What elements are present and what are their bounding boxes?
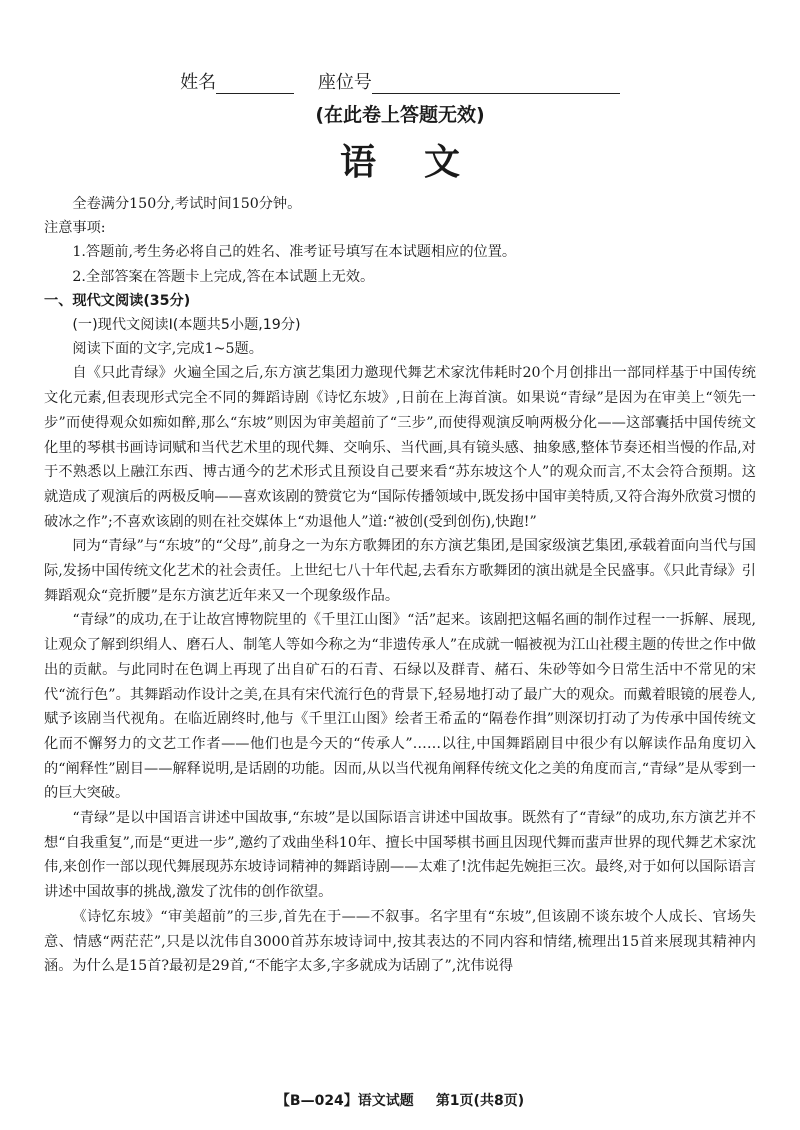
seat-label: 座位号 <box>317 72 372 93</box>
exam-body <box>44 192 756 979</box>
instruction: 阅读下面的文字,完成1~5题。 <box>72 341 263 358</box>
page-title: 语文 <box>339 141 508 183</box>
note-item: 2.全部答案在答题卡上完成,答在本试题上无效。 <box>72 268 375 285</box>
subsection-heading: (一)现代文阅读Ⅰ(本题共5小题,19分) <box>72 317 301 334</box>
paper-code: 【B—024】语文试题 <box>275 1093 414 1109</box>
page-number: 第1页(共8页) <box>435 1093 525 1109</box>
section-heading: 一、现代文阅读(35分) <box>44 292 191 309</box>
exam-info: 全卷满分150分,考试时间150分钟。 <box>72 196 302 212</box>
invalid-notice: (在此卷上答题无效) <box>315 104 485 126</box>
candidate-info-line <box>0 68 800 94</box>
reading-passage <box>44 361 756 979</box>
passage-paragraph: 自《只此青绿》火遍全国之后,东方演艺集团力邀现代舞艺术家沈伟耗时20个月创排出一部同样基于中国传统文化元素,但表现形式完全不同的舞蹈诗剧《诗忆东坡》,日前在上海首演。如果说“青绿”是因为在审美上“领先一步”而使得观众如痴如醉,那么“东坡”则因为审美超前了“三步”,而使得观演反响两极分化——这部囊括中国传统文化里的琴棋书画诗词赋和当代艺术里的现代舞、交响乐、当代画,具有镜头感、抽象感,整体节奏还相当慢的作品,对于不熟悉以上融江东西、博古通今的艺术形式且预设自己要来看“苏东坡这个人”的观众而言,不太会符合预期。这就造成了观演后的两极反响——喜欢该剧的赞赏它为“国际传播领域中,既发扬中国审美特质,又符合海外欣赏习惯的破冰之作”;不喜欢该剧的则在社交媒体上“劝退他人”道:“被创(受到创伤),快跑!” <box>44 365 756 530</box>
page-footer <box>0 1090 800 1110</box>
passage-paragraph: 《诗忆东坡》“审美超前”的三步,首先在于——不叙事。名字里有“东坡”,但该剧不谈东坡个人成长、官场失意、情感“两茫茫”,只是以沈伟自3000首苏东坡诗词中,按其表达的不同内容和情绪,梳理出15首来展现其精神内涵。为什么是15首?最初是29首,“不能字太多,字多就成为话剧了”,沈伟说得 <box>44 908 756 975</box>
name-blank <box>216 73 294 94</box>
name-label: 姓名 <box>180 72 217 93</box>
seat-blank <box>372 73 620 94</box>
passage-paragraph: “青绿”的成功,在于让故宫博物院里的《千里江山图》“活”起来。该剧把这幅名画的制作过程一一拆解、展现,让观众了解到织绢人、磨石人、制笔人等如今称之为“非遗传承人”在成就一幅被视为江山社稷主题的传世之作中做出的贡献。与此同时在色调上再现了出自矿石的石青、石绿以及群青、赭石、朱砂等如今日常生活中不常见的宋代“流行色”。其舞蹈动作设计之美,在具有宋代流行色的背景下,轻易地打动了最广大的观众。而戴着眼镜的展卷人,赋予该剧当代视角。在临近剧终时,他与《千里江山图》绘者王希孟的“隔卷作揖”则深切打动了为传承中国传统文化而不懈努力的文艺工作者——他们也是今天的“传承人”……以往,中国舞蹈剧目中很少有以解读作品角度切入的“阐释性”剧目——解释说明,是话剧的功能。因而,从以当代视角阐释传统文化之美的角度而言,“青绿”是从零到一的巨大突破。 <box>44 612 756 802</box>
passage-paragraph: “青绿”是以中国语言讲述中国故事,“东坡”是以国际语言讲述中国故事。既然有了“青绿”的成功,东方演艺并不想“自我重复”,而是“更进一步”,邀约了戏曲坐科10年、擅长中国琴棋书画且因现代舞而蜚声世界的现代舞艺术家沈伟,来创作一部以现代舞展现苏东坡诗词精神的舞蹈诗剧——太难了!沈伟起先婉拒三次。最终,对于如何以国际语言讲述中国故事的挑战,激发了沈伟的创作欲望。 <box>44 810 756 901</box>
passage-paragraph: 同为“青绿”与“东坡”的“父母”,前身之一为东方歌舞团的东方演艺集团,是国家级演艺集团,承载着面向当代与国际,发扬中国传统文化艺术的社会责任。上世纪七八十年代起,去看东方歌舞团的演出就是全民盛事。《只此青绿》引舞蹈观众“竞折腰”是东方演艺近年来又一个现象级作品。 <box>44 538 756 604</box>
notes-label: 注意事项: <box>44 220 106 237</box>
note-item: 1.答题前,考生务必将自己的姓名、准考证号填写在本试题相应的位置。 <box>72 244 517 261</box>
